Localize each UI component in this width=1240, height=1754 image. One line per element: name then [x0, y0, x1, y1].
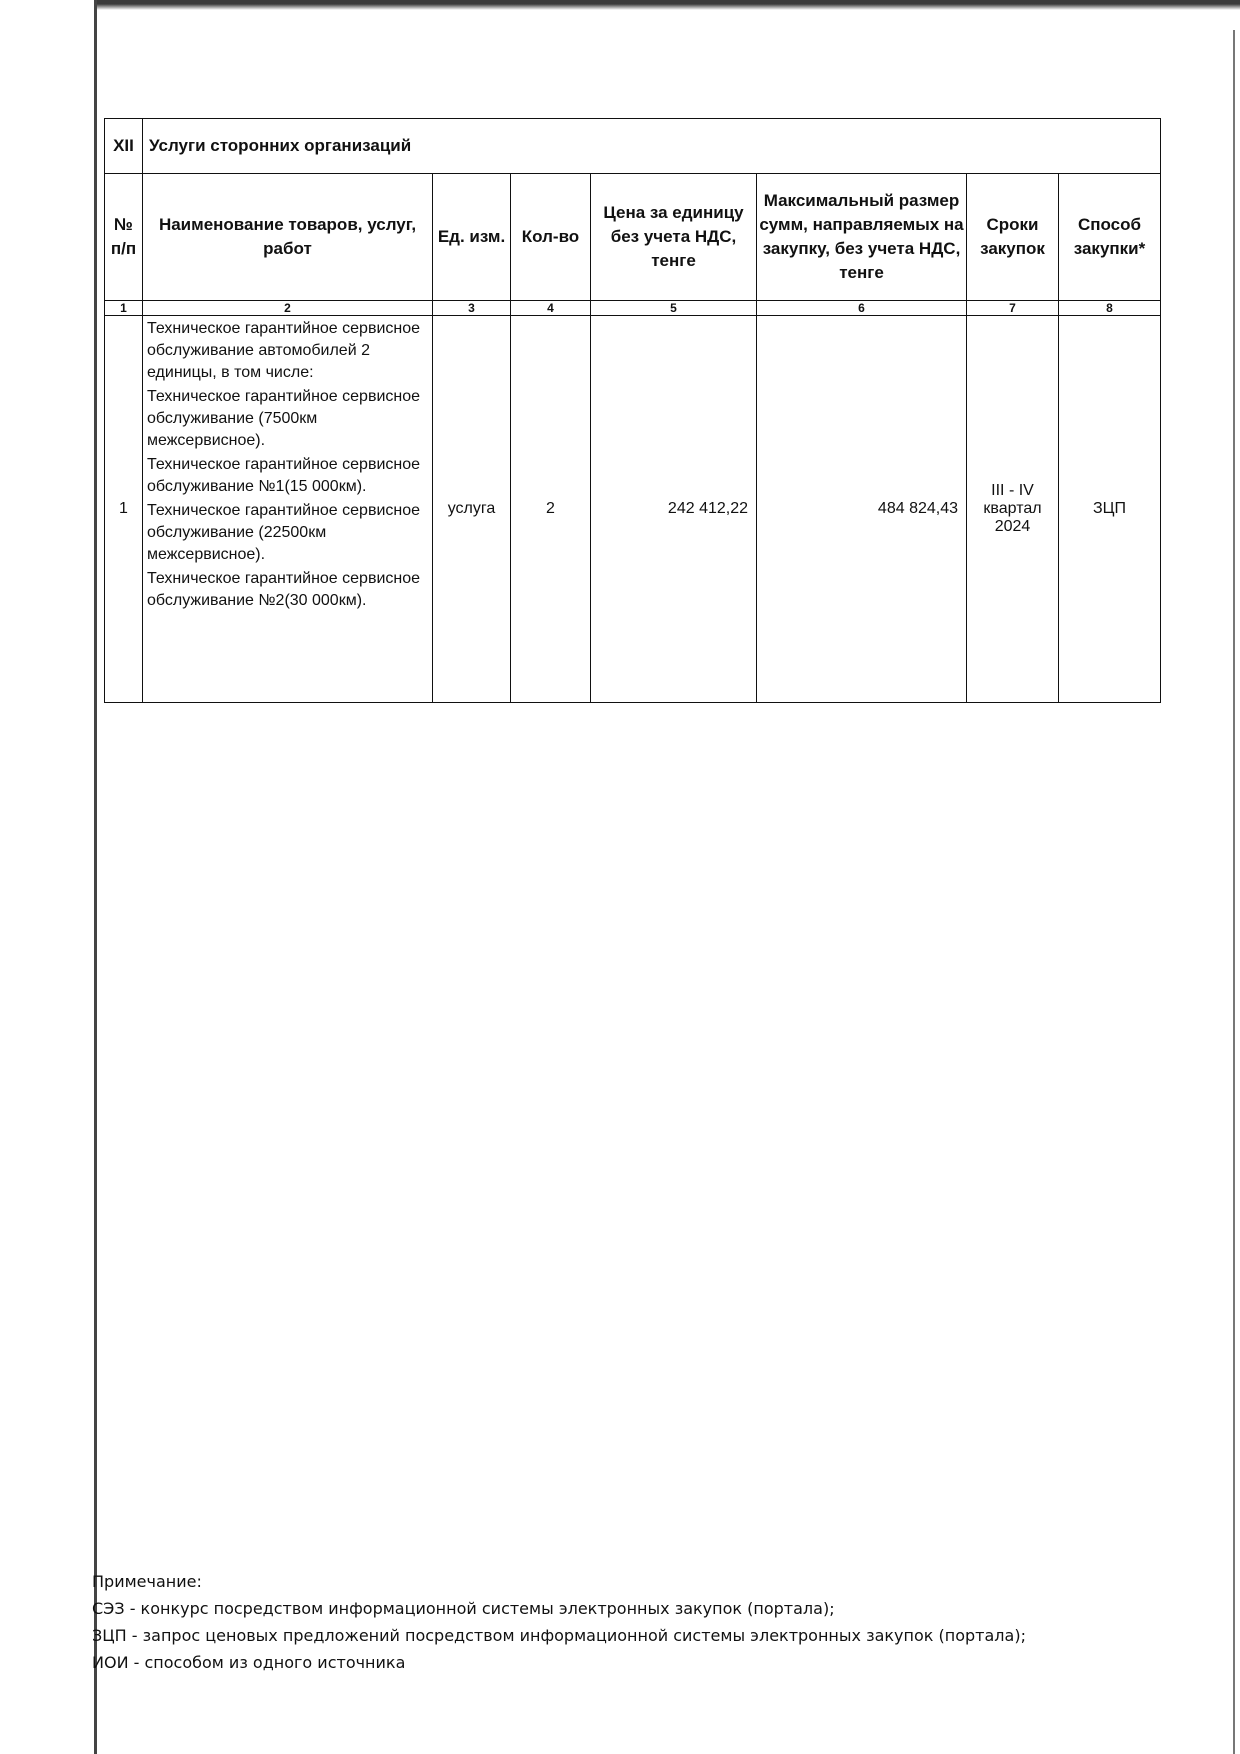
scan-border-left: [94, 0, 97, 1754]
procurement-method-cell: ЗЦП: [1059, 316, 1161, 703]
quantity-cell: 2: [511, 316, 591, 703]
row-number: 1: [105, 316, 143, 703]
table-row: [105, 316, 1161, 703]
scan-border-top: [96, 0, 1240, 10]
unit-price-cell: 242 412,22: [591, 316, 757, 703]
column-number: 3: [433, 301, 511, 316]
section-number: XII: [105, 119, 143, 174]
term-line: квартал: [983, 500, 1042, 517]
header-cell: Способ закупки*: [1059, 174, 1161, 301]
note-line: СЭЗ - конкурс посредством информационной системы электронных закупок (портала);: [92, 1599, 835, 1618]
notes-title: Примечание:: [92, 1572, 202, 1591]
column-number: 1: [105, 301, 143, 316]
note-line: ИОИ - способом из одного источника: [92, 1653, 406, 1672]
header-cell: Цена за единицу без учета НДС, тенге: [591, 174, 757, 301]
item-description-line: Техническое гарантийное сервисное обслуживание автомобилей 2 единицы, в том числе:: [147, 320, 421, 381]
column-number: 6: [757, 301, 967, 316]
scan-border-right: [1233, 30, 1235, 1754]
header-cell: Ед. изм.: [433, 174, 511, 301]
item-description-line: Техническое гарантийное сервисное обслуживание (22500км межсервисное).: [147, 502, 421, 563]
header-cell: № п/п: [105, 174, 143, 301]
section-title: Услуги сторонних организаций: [143, 119, 1161, 174]
header-cell: Наименование товаров, услуг, работ: [143, 174, 433, 301]
note-line: ЗЦП - запрос ценовых предложений посредством информационной системы электронных закупок (портала);: [92, 1626, 1026, 1645]
header-cell: Кол-во: [511, 174, 591, 301]
item-description-line: Техническое гарантийное сервисное обслуживание №2(30 000км).: [147, 570, 421, 609]
header-cell: Максимальный размер сумм, направляемых на закупку, без учета НДС, тенге: [757, 174, 967, 301]
column-number-row: [105, 301, 1161, 316]
column-number: 8: [1059, 301, 1161, 316]
item-description-line: Техническое гарантийное сервисное обслуживание (7500км межсервисное).: [147, 388, 421, 449]
column-number: 7: [967, 301, 1059, 316]
item-description-line: Техническое гарантийное сервисное обслуживание №1(15 000км).: [147, 456, 421, 495]
total-amount-cell: 484 824,43: [757, 316, 967, 703]
header-row: [105, 174, 1161, 301]
item-description: [143, 316, 433, 703]
unit-cell: услуга: [433, 316, 511, 703]
column-number: 4: [511, 301, 591, 316]
procurement-table: [104, 118, 1161, 703]
header-cell: Сроки закупок: [967, 174, 1059, 301]
notes-block: [92, 1568, 1026, 1676]
term-line: III - IV: [991, 482, 1034, 499]
term-line: 2024: [994, 518, 1031, 535]
procurement-term-cell: [967, 316, 1059, 703]
section-row: [105, 119, 1161, 174]
column-number: 5: [591, 301, 757, 316]
column-number: 2: [143, 301, 433, 316]
